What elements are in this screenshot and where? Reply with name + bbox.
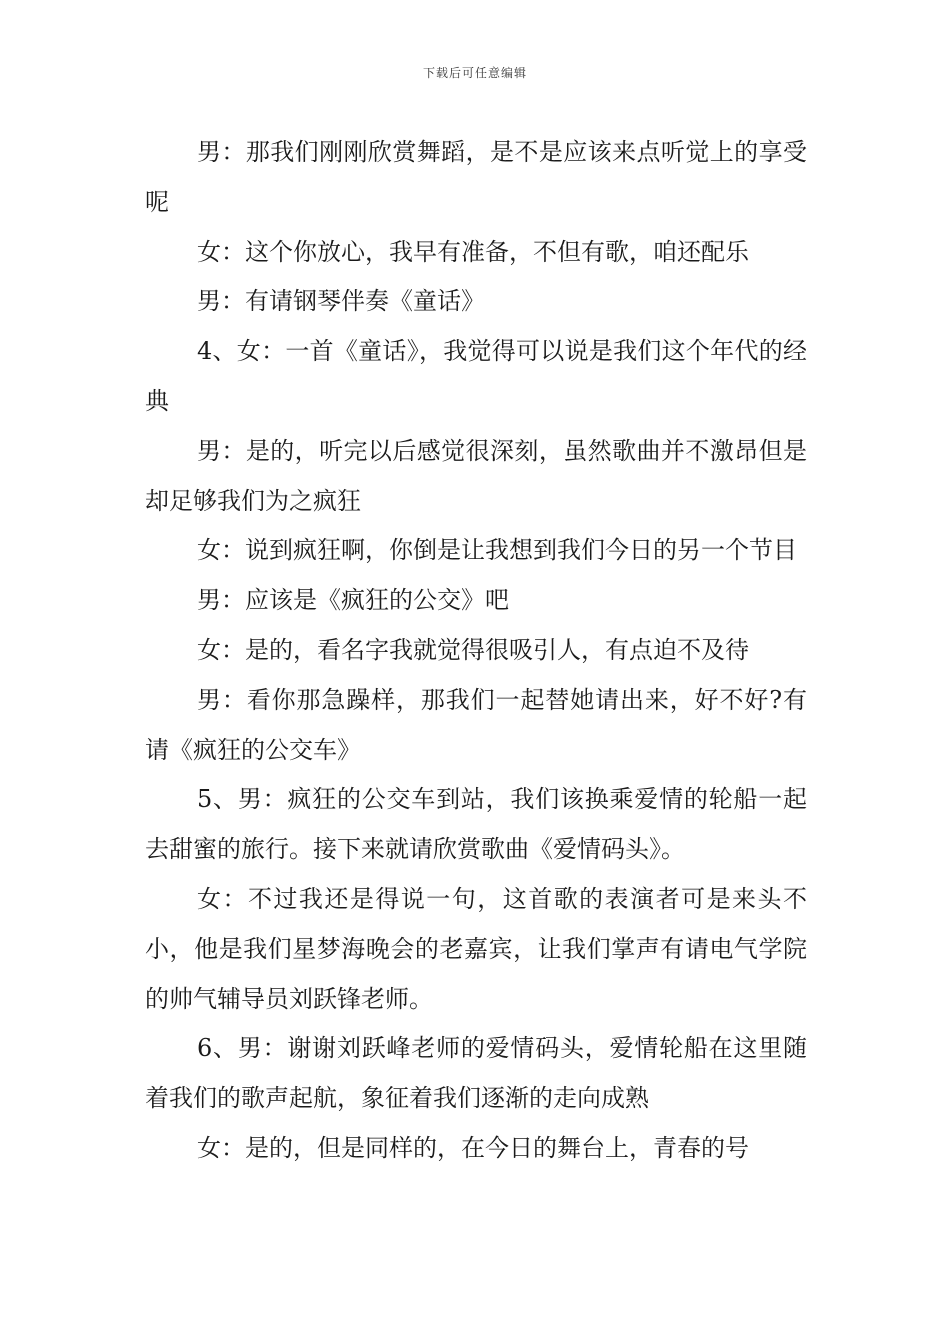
- paragraph-13: 女：是的，但是同样的，在今日的舞台上，青春的号: [197, 1133, 749, 1162]
- paragraph-6: 女：说到疯狂啊，你倒是让我想到我们今日的另一个节目: [197, 536, 797, 565]
- paragraph-3: 男：有请钢琴伴奏《童话》: [197, 287, 485, 316]
- paragraph-12: 6、男：谢谢刘跃峰老师的爱情码头，爱情轮船在这里随着我们的歌声起航，象征着我们逐渐的走向成熟: [145, 1034, 807, 1113]
- paragraph-2: 女：这个你放心，我早有准备，不但有歌，咱还配乐: [197, 237, 749, 266]
- paragraph-11: 女：不过我还是得说一句，这首歌的表演者可是来头不小，他是我们星梦海晚会的老嘉宾，让我们掌声有请电气学院的帅气辅导员刘跃锋老师。: [145, 884, 807, 1013]
- paragraph-4: 4、女：一首《童话》，我觉得可以说是我们这个年代的经典: [145, 337, 807, 415]
- paragraph-9: 男：看你那急躁样，那我们一起替她请出来，好不好?有请《疯狂的公交车》: [145, 685, 807, 764]
- script-body: [145, 128, 807, 1174]
- paragraph-8: 女：是的，看名字我就觉得很吸引人，有点迫不及待: [197, 635, 749, 664]
- header-note: 下载后可任意编辑: [422, 66, 527, 80]
- paragraph-10: 5、男：疯狂的公交车到站，我们该换乘爱情的轮船一起去甜蜜的旅行。接下来就请欣赏歌曲《爱情码头》。: [145, 785, 807, 864]
- paragraph-5: 男：是的，听完以后感觉很深刻，虽然歌曲并不激昂但是却足够我们为之疯狂: [145, 436, 807, 515]
- paragraph-7: 男：应该是《疯狂的公交》吧: [197, 586, 509, 615]
- paragraph-1: 男：那我们刚刚欣赏舞蹈，是不是应该来点听觉上的享受呢: [145, 138, 807, 216]
